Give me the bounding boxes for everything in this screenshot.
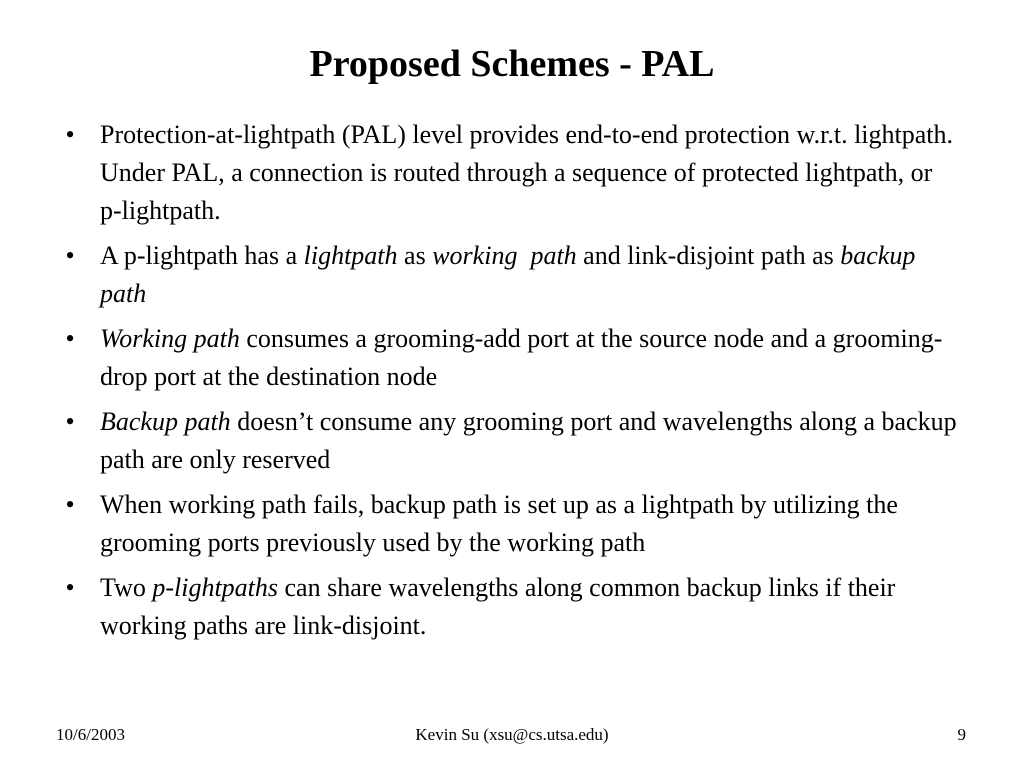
bullet-text-run: Protection-at-lightpath (PAL) level provides end-to-end protection w.r.t. lightpath. Under PAL, a connection is routed through a sequence of protected lightpath, or p-lightpath. [100,120,953,225]
bullet-item [60,320,960,396]
bullet-text-run: Two [100,573,153,602]
bullet-text-italic-run: Working path [100,324,240,353]
bullet-text-run: and link-disjoint path as [576,241,841,270]
bullet-text [100,407,957,474]
bullet-marker: • [65,241,75,270]
bullet-text-run: doesn’t consume any grooming port and wavelengths along a backup path are only reserved [100,407,957,474]
bullet-text [100,120,953,225]
bullet-marker: • [65,490,75,519]
bullet-marker: • [65,573,75,602]
bullet-marker: • [65,120,75,149]
bullet-text-italic-run: Backup path [100,407,231,436]
bullet-item [60,116,960,230]
bullet-text-run: consumes a grooming-add port at the source node and a grooming-drop port at the destination node [100,324,943,391]
bullet-text-italic-run: backup path [100,241,916,308]
bullet-marker: • [65,324,75,353]
bullet-text-run: as [397,241,433,270]
bullet-text-italic-run: working path [432,241,577,270]
bullet-text-italic-run: lightpath [303,241,398,270]
footer-page-number: 9 [957,725,966,744]
bullet-text [100,490,898,557]
footer-author: Kevin Su (xsu@cs.utsa.edu) [415,725,609,744]
bullet-item [60,569,960,645]
bullet-item [60,403,960,479]
slide-title: Proposed Schemes - PAL [309,43,715,85]
bullet-text-run: can share wavelengths along common backup links if their working paths are link-disjoint. [100,573,896,640]
bullet-text [100,241,915,308]
bullet-text-italic-run: p-lightpaths [152,573,279,602]
bullet-marker: • [65,407,75,436]
bullet-text [100,324,942,391]
bullet-list [60,116,960,652]
bullet-text-run: A p-lightpath has a [100,241,304,270]
bullet-item [60,486,960,562]
footer-date: 10/6/2003 [56,725,125,744]
bullet-item [60,237,960,313]
bullet-text [100,573,895,640]
bullet-text-run: When working path fails, backup path is set up as a lightpath by utilizing the grooming ports previously used by the working path [100,490,898,557]
